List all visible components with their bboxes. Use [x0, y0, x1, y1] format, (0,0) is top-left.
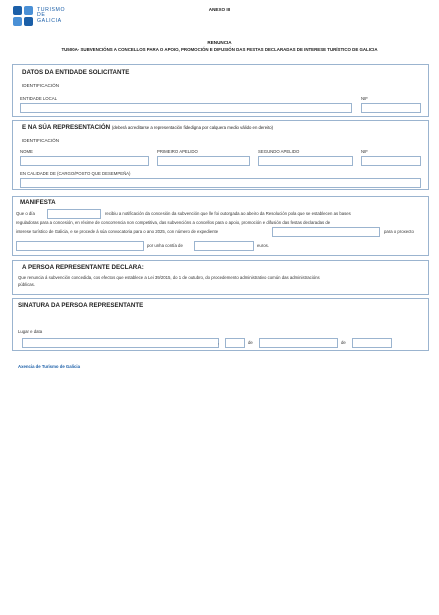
applicant-nif-input[interactable]	[361, 103, 421, 113]
declaration-section-title: A PERSOA REPRESENTANTE DECLARA:	[22, 264, 144, 271]
representative-identification-heading: IDENTIFICACIÓN	[22, 138, 60, 143]
agency-footer: Axencia de Turismo de Galicia	[18, 364, 81, 369]
year-input[interactable]	[352, 338, 392, 348]
representative-section	[12, 120, 429, 190]
declaration-section	[12, 260, 429, 295]
representative-section-title: E NA SÚA REPRESENTACIÓN (deberá acreditarse a representación fidedigna por calquera medio válido en dereito)	[22, 124, 274, 131]
file-number-input[interactable]	[272, 227, 380, 237]
entity-label: ENTIDADE LOCAL	[20, 96, 58, 101]
declaration-text: Que renuncia á subvención concedida, cos efectos que establece a Lei 39/2015, do 1 de outubro, do procedemento administrativo común das administracións	[18, 275, 320, 280]
signature-section-title: SINATURA DA PERSOA REPRESENTANTE	[18, 302, 144, 309]
manifest-text: interese turístico de Galicia, e se procede á súa convocatoria para o ano 2025, con número de expediente	[16, 229, 219, 234]
capacity-input[interactable]	[20, 178, 421, 188]
name-label: NOME	[20, 149, 33, 154]
place-date-label: Lugar e data	[18, 329, 43, 334]
second-surname-label: SEGUNDO APELIDO	[258, 149, 300, 154]
entity-input[interactable]	[20, 103, 352, 113]
manifest-section	[12, 196, 429, 256]
place-input[interactable]	[22, 338, 219, 348]
project-input[interactable]	[16, 241, 144, 251]
second-surname-input[interactable]	[258, 156, 353, 166]
manifest-text: recibiu a notificación da concesión da subvención que lle foi outorgada ao abeiro da Resolución pola que se establecen as bases	[105, 211, 351, 216]
applicant-identification-heading: IDENTIFICACIÓN	[22, 83, 60, 88]
manifest-text: Que o día	[16, 211, 35, 216]
de-separator: de	[248, 340, 253, 345]
applicant-section-title: DATOS DA ENTIDADE SOLICITANTE	[22, 69, 130, 76]
manifest-text: por unha contía de	[147, 243, 183, 248]
manifest-text: reguladoras para a concesión, en réxime de concorrencia non competitiva, das subvencións a concellos para o apoio, promoción e difusión das festas declaradas de	[16, 220, 331, 225]
name-input[interactable]	[20, 156, 149, 166]
amount-input[interactable]	[194, 241, 254, 251]
manifest-text: para o proxecto	[384, 229, 414, 234]
manifest-section-title: MANIFESTA	[20, 199, 56, 206]
comma-separator: ,	[218, 340, 220, 345]
applicant-nif-label: NIF	[361, 96, 368, 101]
manifest-text: euros.	[257, 243, 269, 248]
de-separator: de	[341, 340, 346, 345]
document-title: RENUNCIA	[207, 40, 232, 45]
declaration-text: públicas.	[18, 282, 35, 287]
document-subtitle: TU500A- SUBVENCIÓNS A CONCELLOS PARA O APOIO, PROMOCIÓN E DIFUSIÓN DAS FESTAS DECLARADAS DE INTERESE TURÍSTICO DE GALICIA	[61, 47, 378, 52]
capacity-label: EN CALIDADE DE (CARGO/POSTO QUE DESEMPEÑA)	[20, 171, 131, 176]
first-surname-input[interactable]	[157, 156, 250, 166]
representative-nif-label: NIF	[361, 149, 368, 154]
representative-nif-input[interactable]	[361, 156, 421, 166]
first-surname-label: PRIMEIRO APELIDO	[157, 149, 198, 154]
applicant-section	[12, 64, 429, 117]
signature-section	[12, 298, 429, 351]
annex-label: ANEXO III	[208, 7, 231, 12]
logo-text: TURISMO DE GALICIA	[37, 6, 66, 24]
month-input[interactable]	[259, 338, 338, 348]
day-input[interactable]	[225, 338, 245, 348]
